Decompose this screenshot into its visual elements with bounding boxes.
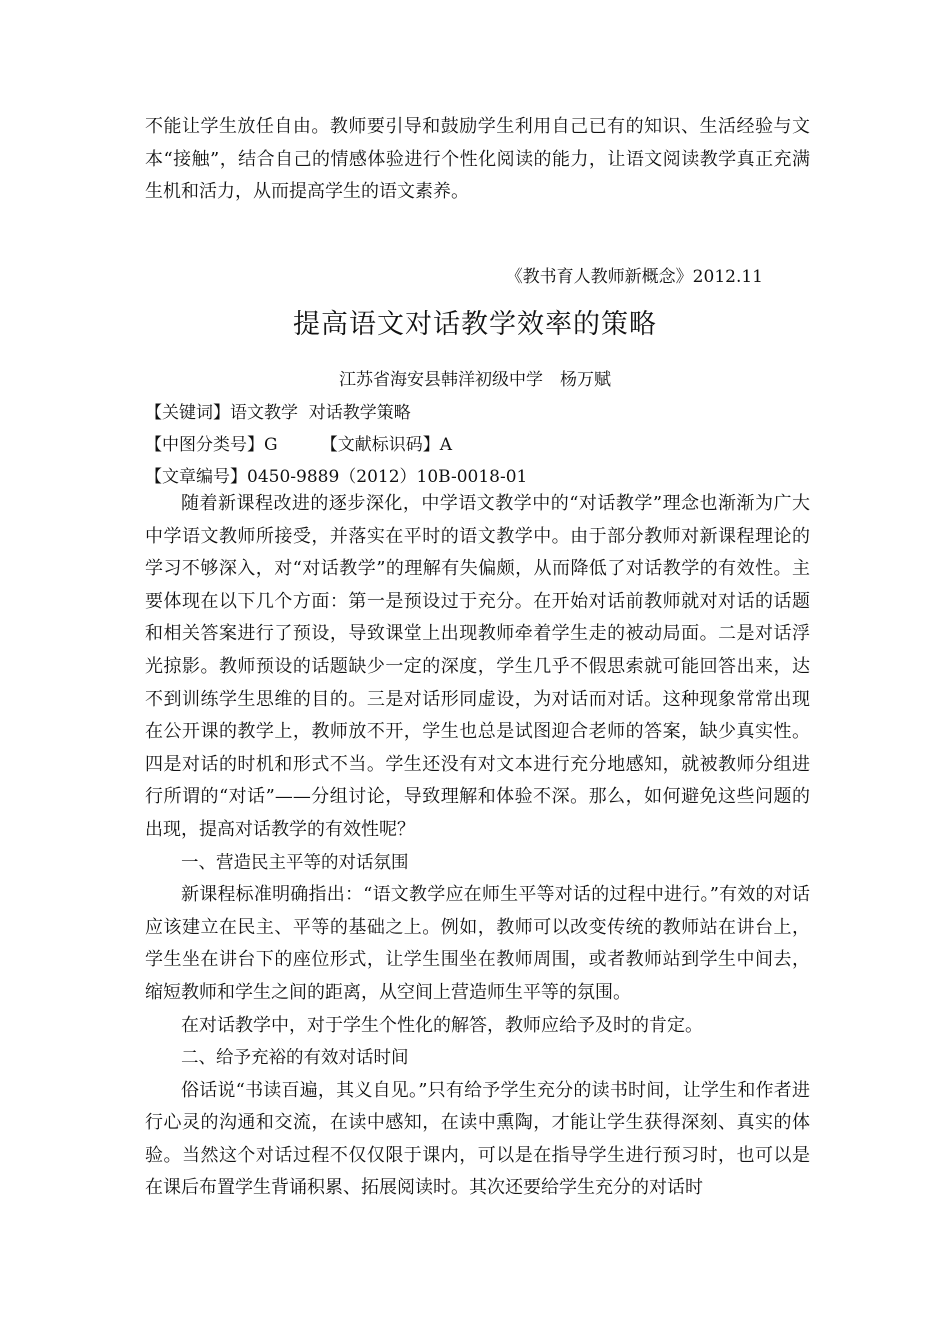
- article-title: 提高语文对话教学效率的策略: [293, 309, 657, 340]
- article-number-line: 【文章编号】0450-9889（2012）10B-0018-01: [145, 467, 528, 487]
- author-line: 江苏省海安县韩洋初级中学 杨万赋: [339, 370, 611, 390]
- classification-line: 【中图分类号】G 【文献标识码】A: [145, 435, 453, 455]
- article-body: [145, 488, 810, 1205]
- body-paragraph-4: 俗话说“书读百遍，其义自见。”只有给予学生充分的读书时间，让学生和作者进行心灵的沟通和交流，在读中感知，在读中熏陶，才能让学生获得深刻、真实的体验。当然这个对话过程不仅仅限于课内，可以是在指导学生进行预习时，也可以是在课后布置学生背诵积累、拓展阅读时。其次还要给学生充分的对话时: [145, 1079, 810, 1199]
- body-paragraph-1: 随着新课程改进的逐步深化，中学语文教学中的“对话教学”理念也渐渐为广大中学语文教师所接受，并落实在平时的语文教学中。由于部分教师对新课程理论的学习不够深入，对“对话教学”的理解有失偏颇，从而降低了对话教学的有效性。主要体现在以下几个方面：第一是预设过于充分。在开始对话前教师就对对话的话题和相关答案进行了预设，导致课堂上出现教师牵着学生走的被动局面。二是对话浮光掠影。教师预设的话题缺少一定的深度，学生几乎不假思索就可能回答出来，达不到训练学生思维的目的。三是对话形同虚设，为对话而对话。这种现象常常出现在公开课的教学上，教师放不开，学生也总是试图迎合老师的答案，缺少真实性。四是对话的时机和形式不当。学生还没有对文本进行充分地感知，就被教师分组进行所谓的“对话”——分组讨论，导致理解和体验不深。那么，如何避免这些问题的出现，提高对话教学的有效性呢？: [145, 493, 810, 840]
- intro-section: [145, 111, 810, 209]
- source-citation: 《教书育人教师新概念》2012.11: [505, 267, 763, 287]
- section-heading-1: 一、营造民主平等的对话氛围: [181, 852, 409, 873]
- intro-paragraph: 不能让学生放任自由。教师要引导和鼓励学生利用自己已有的知识、生活经验与文本“接触”，结合自己的情感体验进行个性化阅读的能力，让语文阅读教学真正充满生机和活力，从而提高学生的语文素养。: [145, 116, 810, 203]
- section-heading-2: 二、给予充裕的有效对话时间: [181, 1048, 409, 1069]
- body-paragraph-3: 在对话教学中，对于学生个性化的解答，教师应给予及时的肯定。: [181, 1014, 703, 1036]
- body-paragraph-2: 新课程标准明确指出：“语文教学应在师生平等对话的过程中进行。”有效的对话应该建立在民主、平等的基础之上。例如，教师可以改变传统的教师站在讲台上，学生坐在讲台下的座位形式，让学生围坐在教师周围，或者教师站到学生中间去，缩短教师和学生之间的距离，从空间上营造师生平等的氛围。: [145, 884, 810, 1003]
- keywords-line: 【关键词】语文教学 对话教学策略: [145, 403, 411, 423]
